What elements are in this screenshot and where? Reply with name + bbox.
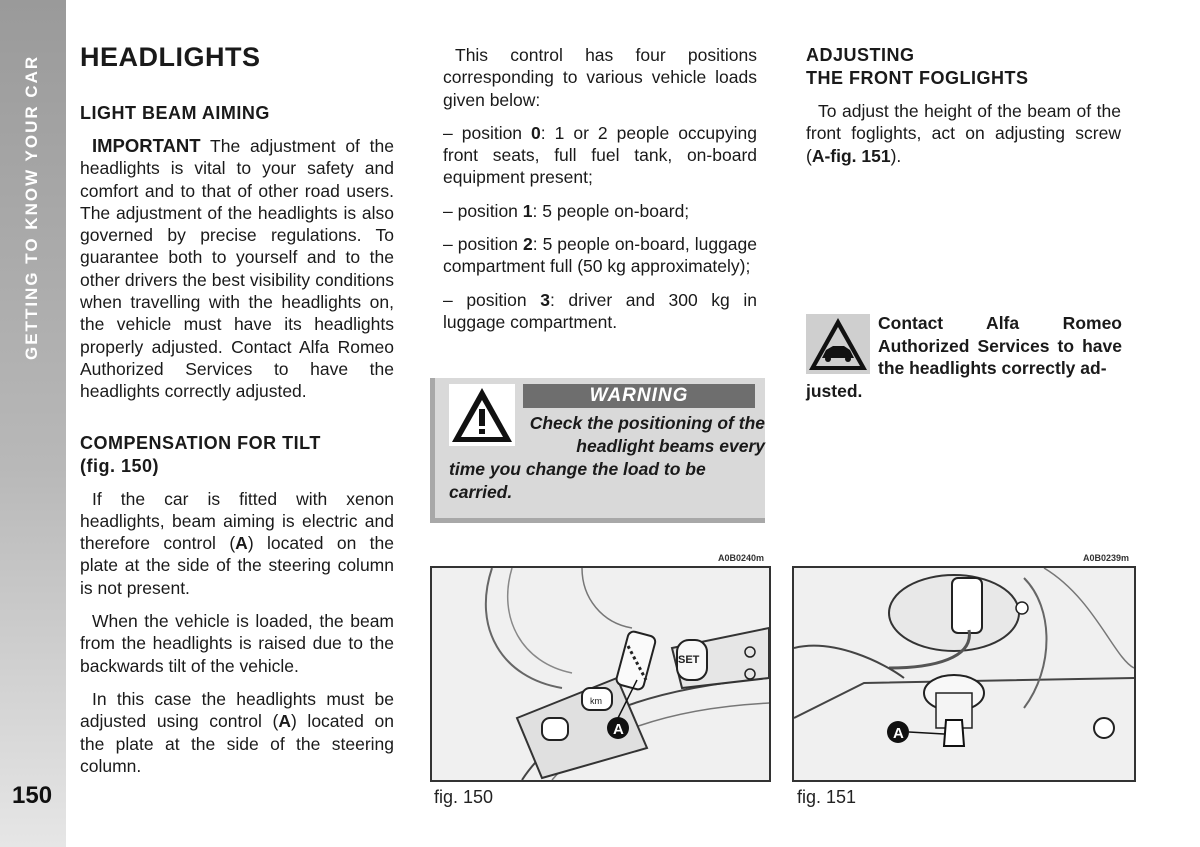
figure-151-caption: fig. 151 [797, 787, 857, 807]
figure-150-caption: fig. 150 [434, 787, 494, 807]
foglights-heading-line1: ADJUSTING [806, 45, 915, 65]
beam-aiming-heading: LIGHT BEAM AIMING [80, 103, 270, 123]
position-item: – position 0: 1 or 2 people occupying front seats, full fuel tank, on-board equipment present; [443, 122, 757, 188]
position-item: – position 2: 5 people on-board, luggage compartment full (50 kg approximately); [443, 234, 757, 277]
column-3 [806, 44, 1121, 178]
page-number: 150 [12, 782, 53, 809]
tilt-paragraph-1: If the car is fitted with xenon headlights, beam aiming is electric and therefore control (A) located on the plate at the side of the steering column is not present. [80, 488, 395, 598]
figure-150-callout: A [613, 721, 624, 738]
figure-code: A0B0240m [718, 553, 765, 563]
important-label: IMPORTANT [92, 135, 201, 156]
side-tab-label: GETTING TO KNOW YOUR CAR [22, 54, 41, 360]
warning-title: WARNING [523, 384, 755, 408]
page-title: HEADLIGHTS [80, 42, 261, 72]
foglights-heading-line2: THE FRONT FOGLIGHTS [806, 68, 1029, 88]
set-label: SET [678, 654, 700, 666]
figure-151-image [792, 566, 1136, 782]
figure-150-image [430, 566, 771, 782]
tilt-heading: COMPENSATION FOR TILT [80, 432, 321, 453]
figure-code: A0B0239m [1083, 553, 1130, 563]
warning-box [430, 378, 765, 523]
column-2 [443, 44, 757, 344]
column-1 [80, 102, 394, 788]
figure-151-callout: A [893, 725, 904, 742]
important-paragraph [80, 135, 394, 403]
position-item: – position 1: 5 people on-board; [443, 200, 690, 221]
note-lead: Contact Alfa Romeo Authorized Services to have the headlights correctly ad- [878, 313, 1122, 378]
warning-lead: Check the positioning of the headlight beams every [529, 413, 765, 456]
tilt-paragraph-3: In this case the headlights must be adjusted using control (A) located on the plate at the side of the steering column. [80, 688, 394, 776]
warning-text [449, 412, 765, 504]
km-label: km [590, 696, 602, 706]
foglights-paragraph: To adjust the height of the beam of the front foglights, act on adjusting screw (A-fig. 151). [806, 101, 1121, 166]
warning-rest: time you change the load to be carried. [449, 459, 706, 502]
tilt-paragraph-2: When the vehicle is loaded, the beam from the headlights is raised due to the backwards tilt of the vehicle. [80, 611, 394, 676]
tilt-fig-ref: (fig. 150) [80, 455, 160, 476]
control-intro: This control has four positions corresponding to various vehicle loads given below: [443, 45, 757, 110]
important-text: The adjustment of the headlights is vital to your safety and comfort and to that of other road users. The adjustment of the headlights is also governed by precise regulations. To guarantee both to yourself and to the other drivers the best visibility conditions when travelling with the headlights on, the vehicle must have its headlights properly adjusted. Contact Alfa Romeo Authorized Services to have the headlights correctly adjusted. [80, 136, 394, 402]
position-item: – position 3: driver and 300 kg in luggage compartment. [443, 289, 757, 332]
note-rest: justed. [806, 380, 863, 401]
note-text [806, 312, 1122, 402]
